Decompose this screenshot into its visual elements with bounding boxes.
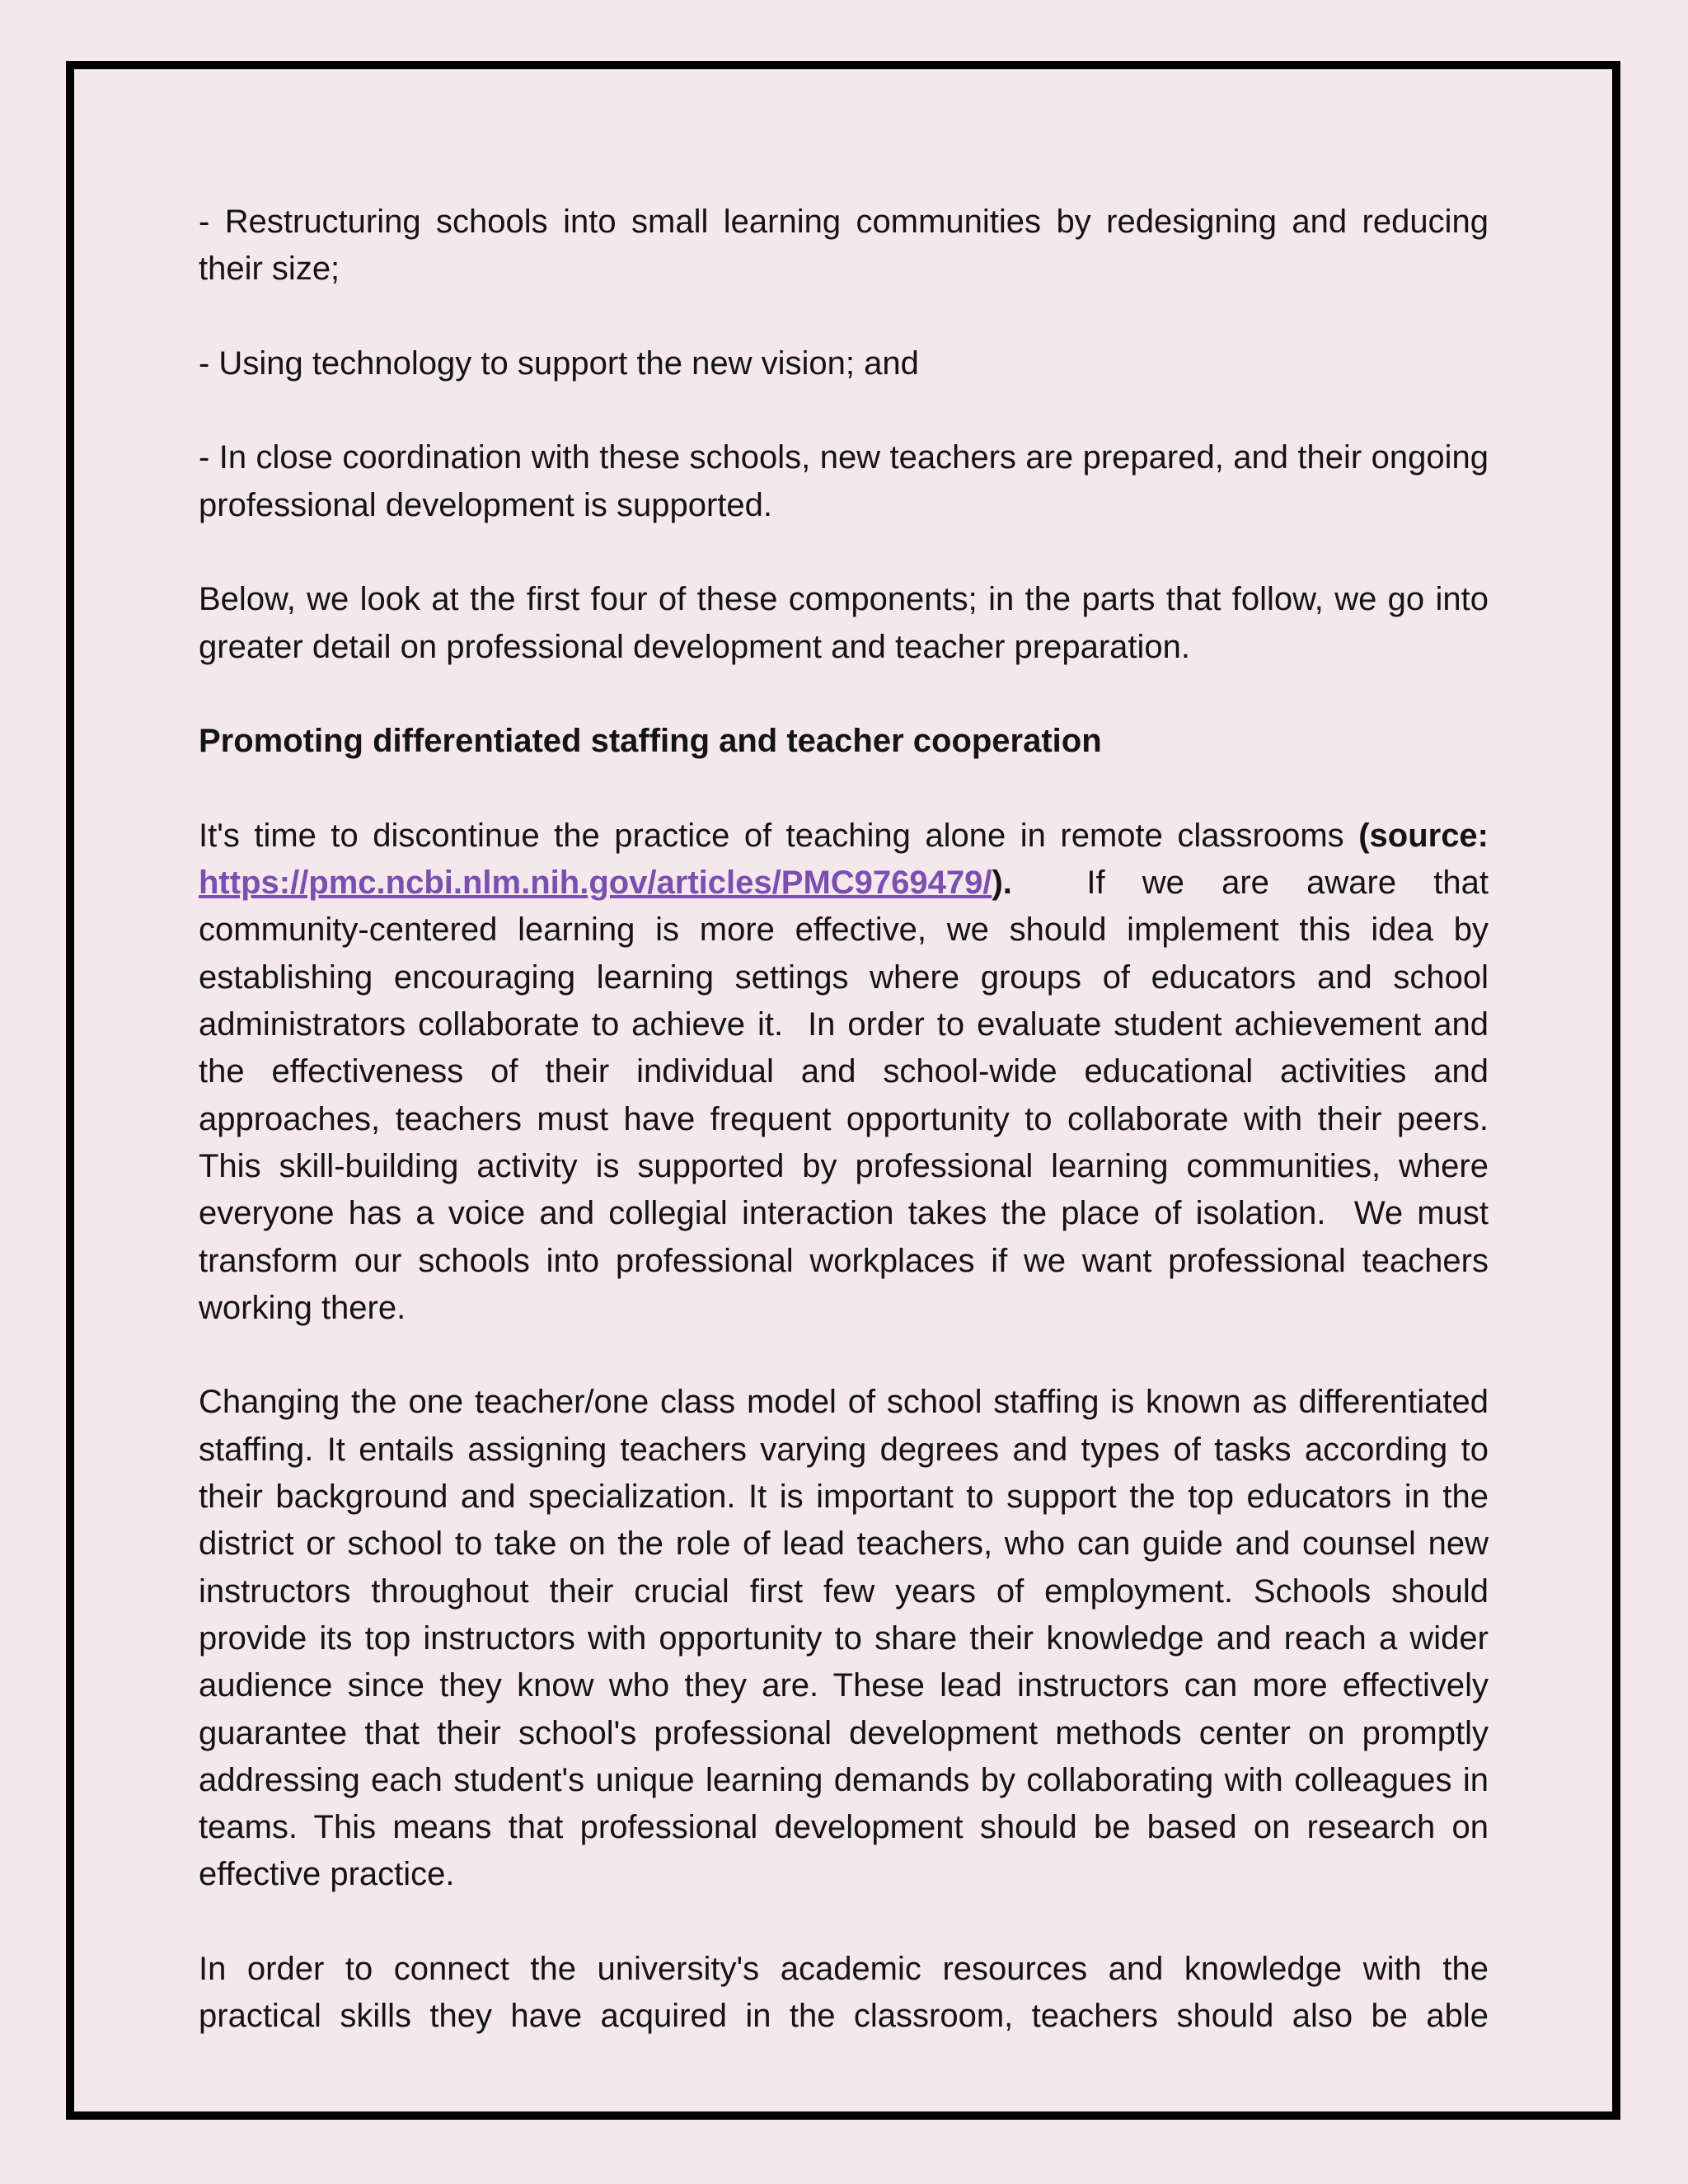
bullet-technology: - Using technology to support the new vision; and	[199, 344, 919, 382]
paragraph-university-connection: In order to connect the university's academic resources and knowledge with the practical skills they have acquired in the classroom, teachers should also be able	[199, 1950, 1489, 2035]
intro-paragraph: Below, we look at the first four of these components; in the parts that follow, we go into greater detail on professional development and teacher preparation.	[199, 581, 1489, 665]
bullet-restructuring: - Restructuring schools into small learning communities by redesigning and reducing their size;	[199, 204, 1489, 288]
section-heading: Promoting differentiated staffing and teacher cooperation	[199, 723, 1102, 760]
paragraph-collaboration-lead: It's time to discontinue the practice of teaching alone in remote classrooms	[199, 817, 1359, 854]
source-link[interactable]: https://pmc.ncbi.nlm.nih.gov/articles/PMC9769479/	[199, 865, 992, 902]
paragraph-collaboration-rest: If we are aware that community-centered learning is more effective, we should implement this idea by establishing encouraging learning settings where groups of educators and school administrators collaborate to achieve it. In order to evaluate student achievement and the effectiveness of their individual and school-wide educational activities and approaches, teachers must have frequent opportunity to collaborate with their peers. This skill-building activity is supported by professional learning communities, where everyone has a voice and collegial interaction takes the place of isolation. We must transform our schools into professional workplaces if we want professional teachers working there.	[199, 865, 1507, 1326]
document-body	[199, 199, 1507, 2041]
source-open-label: (source:	[1358, 817, 1489, 854]
source-close-label: ).	[992, 865, 1012, 902]
bullet-teacher-preparation: - In close coordination with these schools, new teachers are prepared, and their ongoing professional development is supported.	[199, 439, 1489, 523]
paragraph-differentiated-staffing: Changing the one teacher/one class model of school staffing is known as differentiated staffing. It entails assigning teachers varying degrees and types of tasks according to their background and specialization. It is important to support the top educators in the district or school to take on the role of lead teachers, who can guide and counsel new instructors throughout their crucial first few years of employment. Schools should provide its top instructors with opportunity to share their knowledge and reach a wider audience since they know who they are. These lead instructors can more effectively guarantee that their school's professional development methods center on promptly addressing each student's unique learning demands by collaborating with colleagues in teams. This means that professional development should be based on research on effective practice.	[199, 1384, 1489, 1893]
paragraph-collaboration	[199, 813, 1507, 1332]
